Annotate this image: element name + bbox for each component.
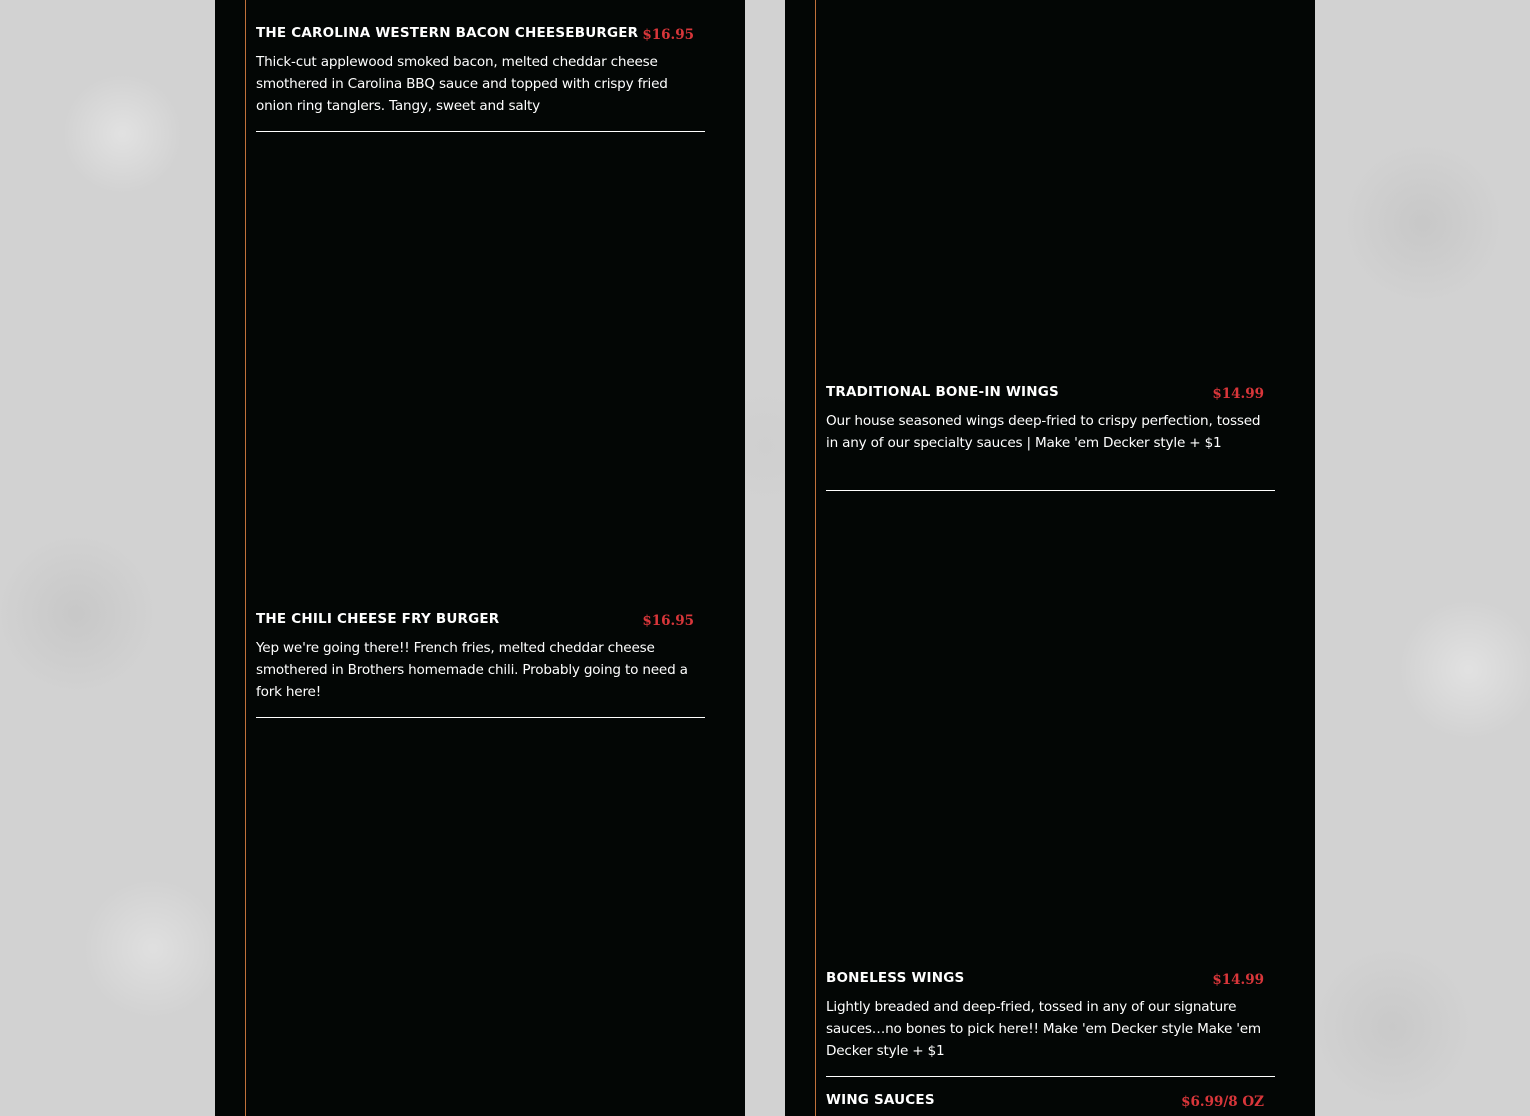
menu-item-divider: [256, 717, 705, 718]
menu-item-divider: [826, 1076, 1275, 1077]
menu-item-description: Lightly breaded and deep-fried, tossed in any of our signature sauces…no bones to pick here!! Make 'em Decker style Make 'em Decker style + $1: [826, 999, 1261, 1059]
menu-item-price: $6.99/8 OZ: [1181, 1094, 1264, 1110]
menu-item-description: Our house seasoned wings deep-fried to crispy perfection, tossed in any of our specialty sauces | Make 'em Decker style + $1: [826, 413, 1261, 451]
menu-item-header: [256, 25, 705, 47]
column-accent-line: [245, 0, 246, 1116]
column-accent-line: [815, 0, 816, 1116]
menu-item-description: Thick-cut applewood smoked bacon, melted cheddar cheese smothered in Carolina BBQ sauce and topped with crispy fried onion ring tanglers. Tangy, sweet and salty: [256, 54, 668, 114]
menu-item-header: [826, 384, 1275, 406]
menu-item-chili-cheese-fry-burger: [256, 611, 705, 703]
menu-column-right: [785, 0, 1315, 1116]
menu-item-header: [826, 1092, 1275, 1114]
menu-item-description: Yep we're going there!! French fries, melted cheddar cheese smothered in Brothers homemade chili. Probably going to need a fork here!: [256, 640, 688, 700]
menu-item-price: $16.95: [642, 613, 694, 629]
menu-item-divider: [256, 131, 705, 132]
menu-item-boneless-wings: [826, 970, 1275, 1062]
menu-item-price: $14.99: [1212, 972, 1264, 988]
menu-item-name: THE CHILI CHEESE FRY BURGER: [256, 611, 500, 627]
menu-item-header: [826, 970, 1275, 992]
menu-item-price: $14.99: [1212, 386, 1264, 402]
menu-item-wing-sauces: [826, 1092, 1275, 1114]
menu-item-name: TRADITIONAL BONE-IN WINGS: [826, 384, 1059, 400]
menu-item-carolina-western-bacon-cheeseburger: [256, 25, 705, 117]
menu-item-name: THE CAROLINA WESTERN BACON CHEESEBURGER: [256, 25, 639, 41]
menu-item-price: $16.95: [642, 27, 694, 43]
menu-item-traditional-bone-in-wings: [826, 384, 1275, 454]
menu-item-name: BONELESS WINGS: [826, 970, 965, 986]
menu-item-divider: [826, 490, 1275, 491]
menu-column-left: [215, 0, 745, 1116]
menu-item-header: [256, 611, 705, 633]
menu-item-name: WING SAUCES: [826, 1092, 935, 1108]
